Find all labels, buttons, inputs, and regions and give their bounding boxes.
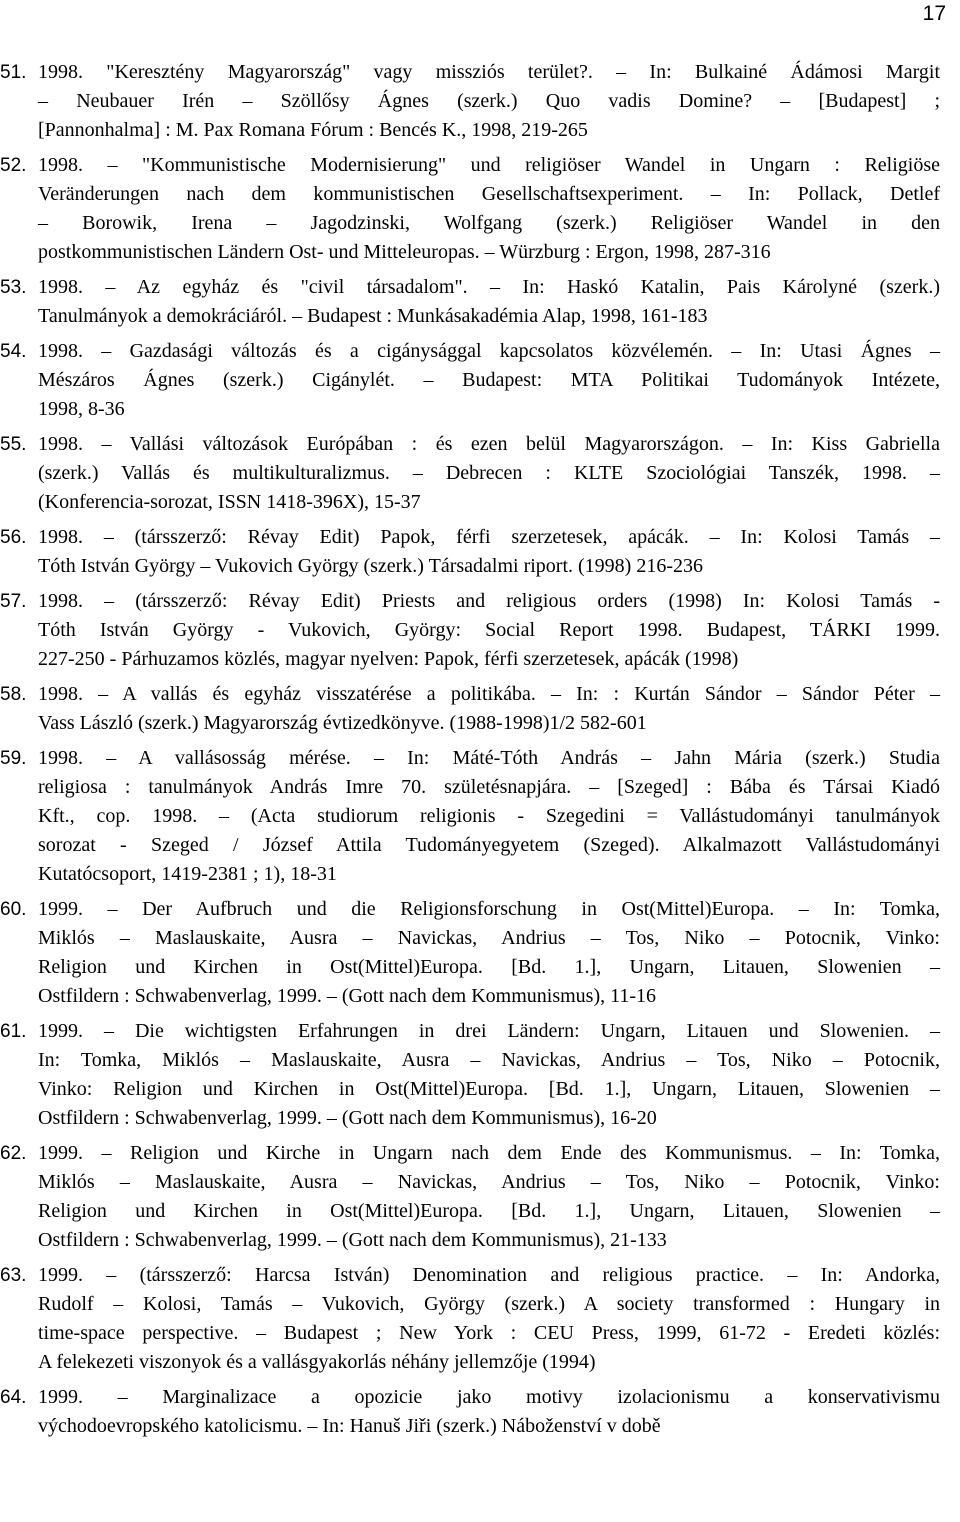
entry-text-line: – Neubauer Irén – Szöllősy Ágnes (szerk.) Quo vadis Domine? – [Budapest] ; bbox=[38, 90, 940, 112]
entry-number: 62. bbox=[0, 1143, 27, 1164]
entry-number: 59. bbox=[0, 748, 27, 769]
entry-text-line: (szerk.) Vallás és multikulturalizmus. – Debrecen : KLTE Szociológiai Tanszék, 1998. – bbox=[38, 462, 940, 484]
page-number: 17 bbox=[922, 2, 946, 25]
entry-number: 54. bbox=[0, 341, 27, 362]
entry-text-line: sorozat - Szeged / József Attila Tudományegyetem (Szeged). Alkalmazott Vallástudományi bbox=[38, 834, 940, 856]
entry-number: 56. bbox=[0, 527, 27, 548]
entry-text-line: 1998. – A vallásosság mérése. – In: Máté-Tóth András – Jahn Mária (szerk.) Studia bbox=[38, 747, 940, 769]
entry-text-line: Miklós – Maslauskaite, Ausra – Navickas, Andrius – Tos, Niko – Potocnik, Vinko: bbox=[38, 1171, 940, 1193]
entry-text-line: [Pannonhalma] : M. Pax Romana Fórum : Bencés K., 1998, 219-265 bbox=[38, 119, 588, 141]
entry-text-line: Vinko: Religion und Kirchen in Ost(Mittel)Europa. [Bd. 1.], Ungarn, Litauen, Slowenien – bbox=[38, 1078, 940, 1100]
entry-text-line: 1999. – (társszerző: Harcsa István) Denomination and religious practice. – In: Andorka, bbox=[38, 1264, 940, 1286]
entry-number: 61. bbox=[0, 1021, 27, 1042]
entry-text-line: In: Tomka, Miklós – Maslauskaite, Ausra – Navickas, Andrius – Tos, Niko – Potocnik, bbox=[38, 1049, 940, 1071]
entry-text-line: 1999. – Der Aufbruch und die Religionsforschung in Ost(Mittel)Europa. – In: Tomka, bbox=[38, 898, 940, 920]
entry-text-line: 1998. "Keresztény Magyarország" vagy missziós terület?. – In: Bulkainé Ádámosi Margit bbox=[38, 61, 940, 83]
entry-text-line: Rudolf – Kolosi, Tamás – Vukovich, György (szerk.) A society transformed : Hungary in bbox=[38, 1293, 940, 1315]
entry-number: 64. bbox=[0, 1387, 27, 1408]
entry-text-line: Religion und Kirchen in Ost(Mittel)Europa. [Bd. 1.], Ungarn, Litauen, Slowenien – bbox=[38, 1200, 940, 1222]
bibliography-entry bbox=[0, 337, 960, 424]
entry-text-line: Kft., cop. 1998. – (Acta studiorum religionis - Szegedini = Vallástudományi tanulmányok bbox=[38, 805, 940, 827]
entry-text-line: A felekezeti viszonyok és a vallásgyakorlás néhány jellemzője (1994) bbox=[38, 1351, 596, 1373]
entry-text-line: – Borowik, Irena – Jagodzinski, Wolfgang (szerk.) Religiöser Wandel in den bbox=[38, 212, 940, 234]
entry-text-line: postkommunistischen Ländern Ost- und Mitteleuropas. – Würzburg : Ergon, 1998, 287-316 bbox=[38, 241, 771, 263]
bibliography-entry bbox=[0, 151, 960, 267]
bibliography-entry bbox=[0, 680, 960, 738]
entry-text-line: Ostfildern : Schwabenverlag, 1999. – (Gott nach dem Kommunismus), 21-133 bbox=[38, 1229, 667, 1251]
entry-number: 57. bbox=[0, 591, 27, 612]
bibliography-entry bbox=[0, 58, 960, 145]
entry-text-line: Ostfildern : Schwabenverlag, 1999. – (Gott nach dem Kommunismus), 16-20 bbox=[38, 1107, 657, 1129]
entry-text-line: Kutatócsoport, 1419-2381 ; 1), 18-31 bbox=[38, 863, 337, 885]
bibliography-entry bbox=[0, 273, 960, 331]
entry-text-line: time-space perspective. – Budapest ; New York : CEU Press, 1999, 61-72 - Eredeti közlés: bbox=[38, 1322, 940, 1344]
bibliography-entry bbox=[0, 744, 960, 889]
entry-number: 52. bbox=[0, 155, 27, 176]
entry-text-line: Tóth István György - Vukovich, György: Social Report 1998. Budapest, TÁRKI 1999. bbox=[38, 619, 940, 641]
bibliography-entry bbox=[0, 587, 960, 674]
entry-text-line: 1998. – Az egyház és "civil társadalom". – In: Haskó Katalin, Pais Károlyné (szerk.) bbox=[38, 276, 940, 298]
entry-text-line: 1998. – Gazdasági változás és a cigánysággal kapcsolatos közvélemén. – In: Utasi Ágnes – bbox=[38, 340, 940, 362]
entry-text-line: religiosa : tanulmányok András Imre 70. születésnapjára. – [Szeged] : Bába és Társai Kiadó bbox=[38, 776, 940, 798]
entry-text-line: 1998. – Vallási változások Európában : és ezen belül Magyarországon. – In: Kiss Gabriella bbox=[38, 433, 940, 455]
entry-text-line: 1998. – A vallás és egyház visszatérése a politikába. – In: : Kurtán Sándor – Sándor Péter – bbox=[38, 683, 940, 705]
bibliography-list bbox=[0, 58, 960, 1447]
entry-text-line: 1998. – (társszerző: Révay Edit) Priests and religious orders (1998) In: Kolosi Tamás - bbox=[38, 590, 940, 612]
entry-number: 58. bbox=[0, 684, 27, 705]
bibliography-entry bbox=[0, 1017, 960, 1133]
entry-number: 51. bbox=[0, 62, 27, 83]
entry-text-line: východoevropského katolicismu. – In: Hanuš Jiři (szerk.) Náboženství v době bbox=[38, 1415, 661, 1437]
entry-text-line: 1999. – Marginalizace a opozicie jako motivy izolacionismu a konservativismu bbox=[38, 1386, 940, 1408]
entry-text-line: (Konferencia-sorozat, ISSN 1418-396X), 15-37 bbox=[38, 491, 421, 513]
entry-number: 55. bbox=[0, 434, 27, 455]
entry-number: 63. bbox=[0, 1265, 27, 1286]
entry-text-line: Religion und Kirchen in Ost(Mittel)Europa. [Bd. 1.], Ungarn, Litauen, Slowenien – bbox=[38, 956, 940, 978]
entry-text-line: Mészáros Ágnes (szerk.) Cigánylét. – Budapest: MTA Politikai Tudományok Intézete, bbox=[38, 369, 940, 391]
bibliography-entry bbox=[0, 1261, 960, 1377]
entry-number: 53. bbox=[0, 277, 27, 298]
entry-text-line: Vass László (szerk.) Magyarország évtizedkönyve. (1988-1998)1/2 582-601 bbox=[38, 712, 647, 734]
bibliography-entry bbox=[0, 1383, 960, 1441]
entry-text-line: Ostfildern : Schwabenverlag, 1999. – (Gott nach dem Kommunismus), 11-16 bbox=[38, 985, 657, 1007]
entry-text-line: 1998. – "Kommunistische Modernisierung" und religiöser Wandel in Ungarn : Religiöse bbox=[38, 154, 940, 176]
entry-text-line: 1998, 8-36 bbox=[38, 398, 125, 420]
bibliography-entry bbox=[0, 523, 960, 581]
entry-text-line: Tanulmányok a demokráciáról. – Budapest : Munkásakadémia Alap, 1998, 161-183 bbox=[38, 305, 708, 327]
entry-text-line: 1999. – Die wichtigsten Erfahrungen in drei Ländern: Ungarn, Litauen und Slowenien. – bbox=[38, 1020, 940, 1042]
bibliography-entry bbox=[0, 1139, 960, 1255]
entry-text-line: 227-250 - Párhuzamos közlés, magyar nyelven: Papok, férfi szerzetesek, apácák (1998) bbox=[38, 648, 739, 670]
bibliography-entry bbox=[0, 430, 960, 517]
entry-number: 60. bbox=[0, 899, 27, 920]
entry-text-line: 1999. – Religion und Kirche in Ungarn nach dem Ende des Kommunismus. – In: Tomka, bbox=[38, 1142, 940, 1164]
entry-text-line: Veränderungen nach dem kommunistischen Gesellschaftsexperiment. – In: Pollack, Detlef bbox=[38, 183, 940, 205]
entry-text-line: 1998. – (társszerző: Révay Edit) Papok, férfi szerzetesek, apácák. – In: Kolosi Tamás – bbox=[38, 526, 940, 548]
entry-text-line: Tóth István György – Vukovich György (szerk.) Társadalmi riport. (1998) 216-236 bbox=[38, 555, 703, 577]
entry-text-line: Miklós – Maslauskaite, Ausra – Navickas, Andrius – Tos, Niko – Potocnik, Vinko: bbox=[38, 927, 940, 949]
bibliography-entry bbox=[0, 895, 960, 1011]
